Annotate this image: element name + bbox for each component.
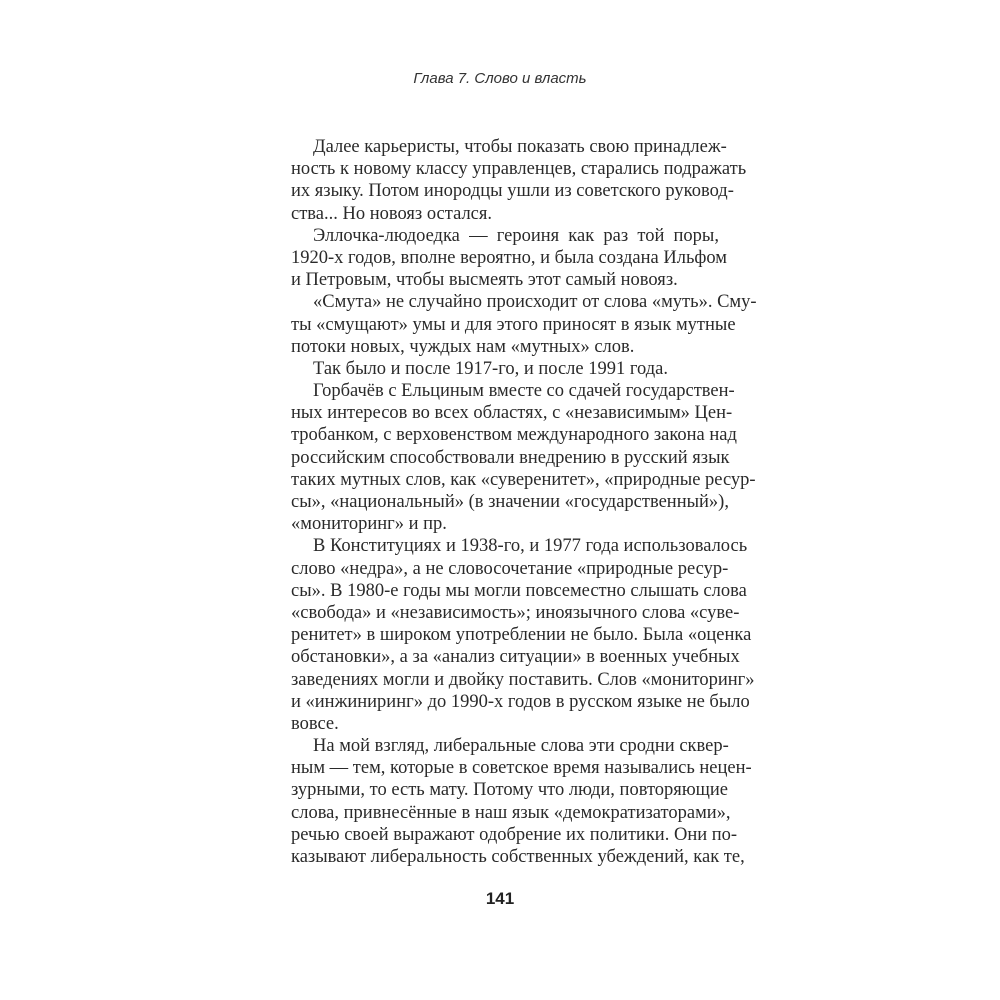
text-line: На мой взгляд, либеральные слова эти сродни сквер- bbox=[313, 736, 729, 757]
text-line: слово «недра», а не словосочетание «природные ресур- bbox=[291, 558, 729, 579]
text-line: Эллочка-людоедка — героиня как раз той поры, bbox=[313, 225, 719, 246]
text-line: ренитет» в широком употреблении не было. Была «оценка bbox=[291, 625, 752, 646]
text-line: тробанком, с верховенством международного закона над bbox=[291, 425, 737, 446]
text-line: российским способствовали внедрению в русский язык bbox=[291, 447, 730, 468]
running-header: Глава 7. Слово и власть bbox=[413, 70, 587, 87]
text-line: обстановки», а за «анализ ситуации» в военных учебных bbox=[291, 647, 740, 668]
text-line: ты «смущают» умы и для этого приносят в язык мутные bbox=[291, 314, 736, 335]
text-line: «свобода» и «независимость»; иноязычного слова «суве- bbox=[291, 602, 740, 623]
text-line: Далее карьеристы, чтобы показать свою принадлеж- bbox=[313, 137, 727, 157]
text-line: слова, привнесённые в наш язык «демократизаторами», bbox=[291, 802, 731, 823]
text-line: Горбачёв с Ельциным вместе со сдачей государствен- bbox=[313, 381, 735, 402]
text-line: таких мутных слов, как «суверенитет», «природные ресур- bbox=[291, 469, 756, 490]
text-line: ства... Но новояз остался. bbox=[291, 203, 493, 224]
text-line: сы», «национальный» (в значении «государственный»), bbox=[291, 492, 729, 512]
text-line: вовсе. bbox=[291, 713, 339, 734]
text-line: 1920-х годов, вполне вероятно, и была создана Ильфом bbox=[291, 247, 727, 268]
text-line: и «инжиниринг» до 1990-х годов в русском языке не было bbox=[291, 691, 750, 712]
text-line: и Петровым, чтобы высмеять этот самый новояз. bbox=[291, 270, 678, 291]
text-line: речью своей выражают одобрение их политики. Они по- bbox=[291, 824, 738, 845]
text-line: потоки новых, чуждых нам «мутных» слов. bbox=[291, 336, 635, 357]
text-line: «мониторинг» и пр. bbox=[291, 514, 447, 535]
text-line: ных интересов во всех областях, с «независимым» Цен- bbox=[291, 403, 733, 424]
text-line: «Смута» не случайно происходит от слова «муть». Сму- bbox=[313, 292, 757, 313]
body-text bbox=[291, 136, 757, 868]
text-line: их языку. Потом инородцы ушли из советского руковод- bbox=[291, 181, 734, 202]
text-line: зурными, то есть мату. Потому что люди, повторяющие bbox=[291, 780, 728, 801]
text-line: В Конституциях и 1938-го, и 1977 года использовалось bbox=[313, 536, 748, 557]
text-line: ным — тем, которые в советское время назывались нецен- bbox=[291, 758, 752, 779]
text-line: заведениях могли и двойку поставить. Слов «мониторинг» bbox=[291, 669, 755, 690]
text-line: сы». В 1980-е годы мы могли повсеместно слышать слова bbox=[291, 580, 747, 601]
text-line: казывают либеральность собственных убеждений, как те, bbox=[291, 847, 745, 867]
text-line: ность к новому классу управленцев, старались подражать bbox=[291, 159, 747, 180]
text-line: Так было и после 1917-го, и после 1991 года. bbox=[313, 358, 668, 379]
page-number: 141 bbox=[485, 889, 515, 908]
